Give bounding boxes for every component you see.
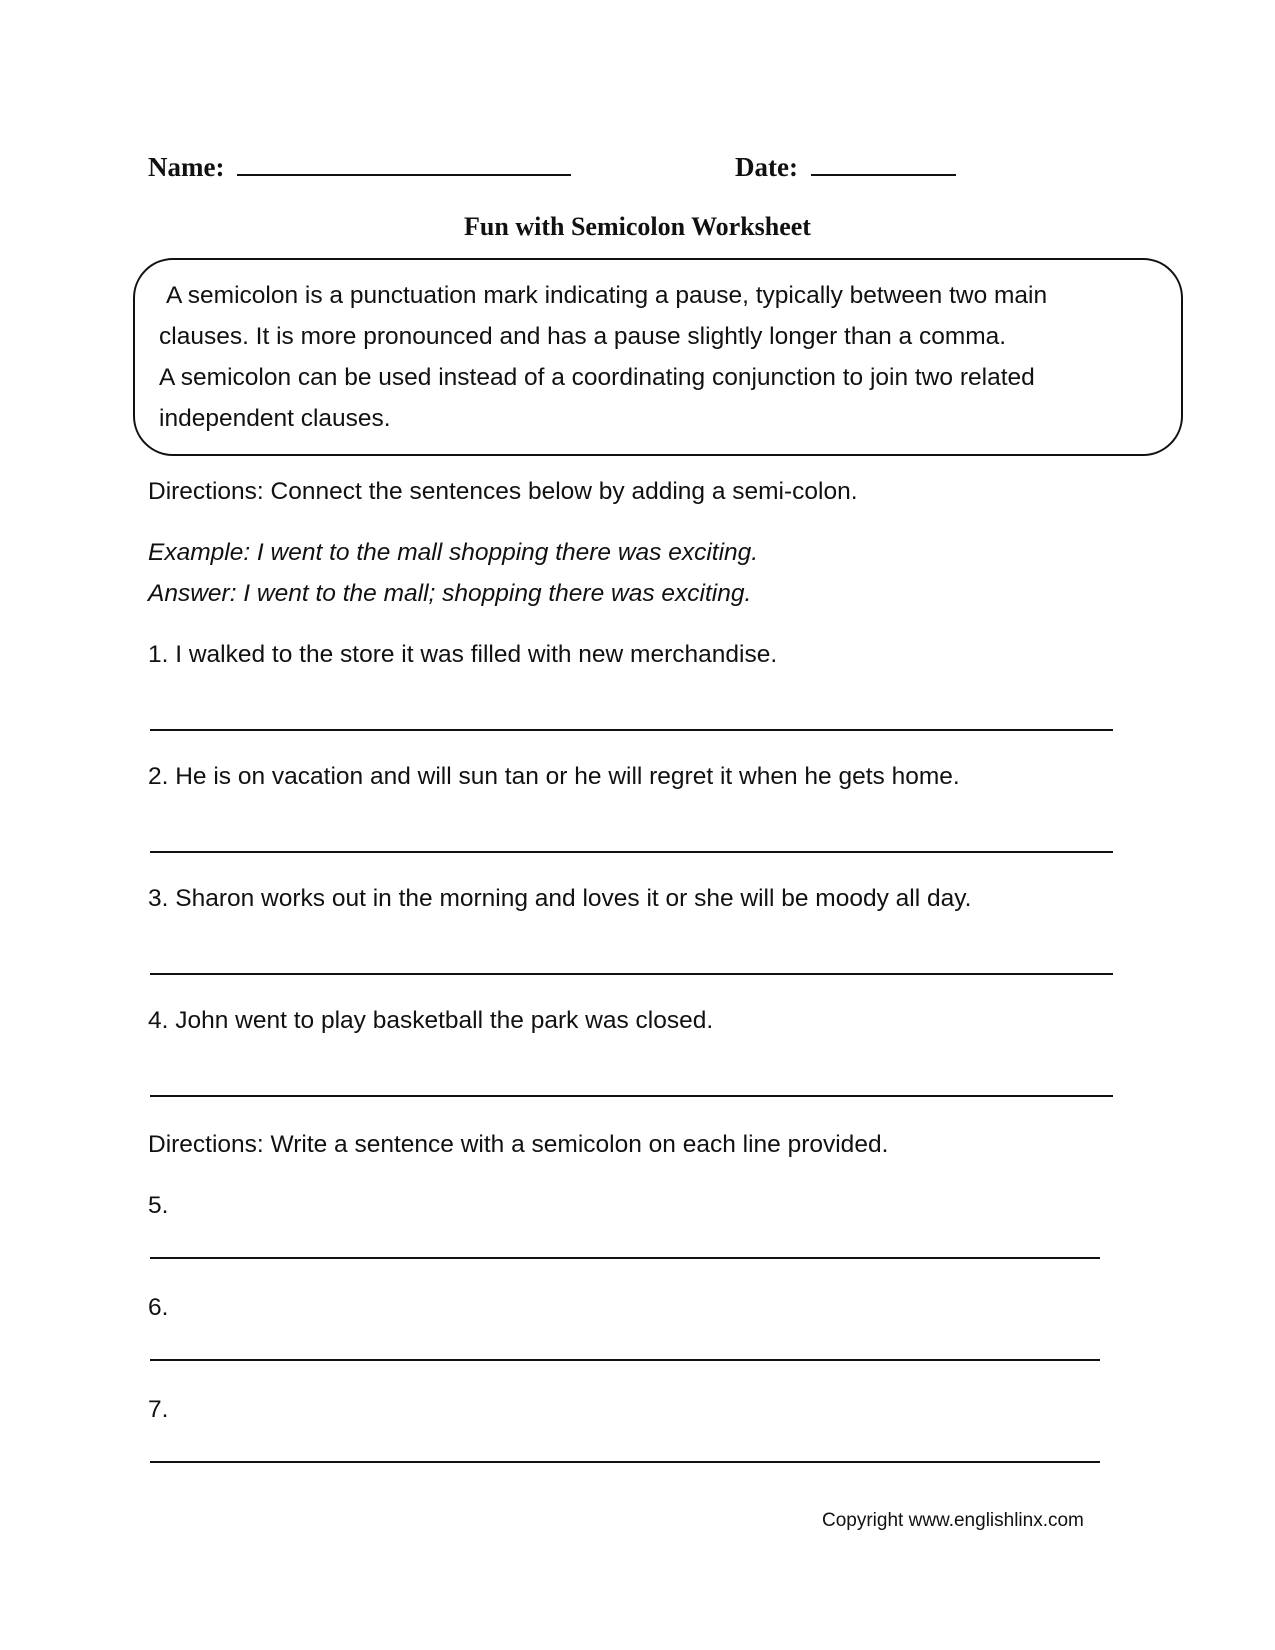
name-label-row (148, 150, 571, 184)
page-title: Fun with Semicolon Worksheet (464, 212, 811, 241)
question-4: 4. John went to play basketball the park was closed. (148, 1007, 714, 1034)
answer-line-6[interactable] (150, 1359, 1100, 1361)
answer-line-1[interactable] (150, 729, 1113, 731)
definition-line-2: clauses. It is more pronounced and has a pause slightly longer than a comma. (159, 323, 1007, 350)
answer-line-5[interactable] (150, 1257, 1100, 1259)
date-label: Date: (735, 152, 798, 182)
name-field[interactable] (237, 152, 571, 176)
answer-line-2[interactable] (150, 851, 1113, 853)
name-label: Name: (148, 152, 225, 182)
number-5: 5. (148, 1192, 169, 1219)
question-1: 1. I walked to the store it was filled with new merchandise. (148, 641, 778, 668)
date-label-row (735, 150, 956, 184)
answer-line-4[interactable] (150, 1095, 1113, 1097)
question-2: 2. He is on vacation and will sun tan or he will regret it when he gets home. (148, 763, 960, 790)
answer-line-7[interactable] (150, 1461, 1100, 1463)
definition-line-1: A semicolon is a punctuation mark indicating a pause, typically between two main (166, 282, 1048, 309)
question-3: 3. Sharon works out in the morning and loves it or she will be moody all day. (148, 885, 972, 912)
definition-line-3: A semicolon can be used instead of a coordinating conjunction to join two related (159, 364, 1035, 391)
directions-connect: Directions: Connect the sentences below by adding a semi-colon. (148, 478, 858, 505)
answer-line-3[interactable] (150, 973, 1113, 975)
number-6: 6. (148, 1294, 169, 1321)
copyright: Copyright www.englishlinx.com (822, 1510, 1084, 1531)
example-text: Example: I went to the mall shopping there was exciting. (148, 539, 759, 566)
directions-write: Directions: Write a sentence with a semicolon on each line provided. (148, 1131, 889, 1158)
definition-line-4: independent clauses. (159, 405, 391, 432)
number-7: 7. (148, 1396, 169, 1423)
answer-text: Answer: I went to the mall; shopping there was exciting. (148, 580, 752, 607)
date-field[interactable] (811, 152, 956, 176)
